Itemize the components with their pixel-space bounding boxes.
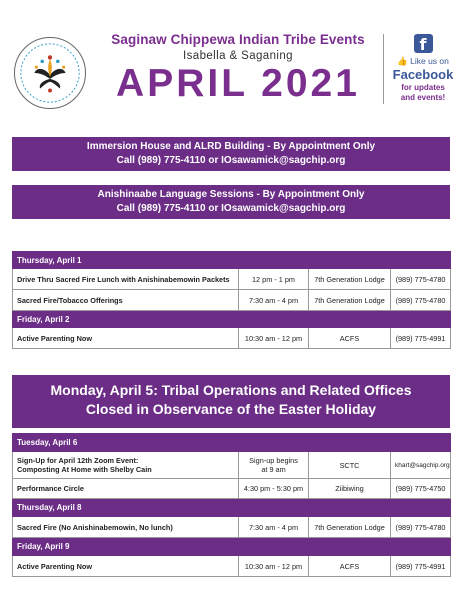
day-header: Tuesday, April 6 <box>13 434 451 452</box>
title-block <box>96 32 380 105</box>
table-row: Active Parenting Now 10:30 am - 12 pm ACFS (989) 775-4991 <box>13 328 451 349</box>
facebook-icon: f <box>414 34 433 53</box>
facebook-like-text: 👍 Like us on <box>397 56 449 66</box>
page-subtitle: Isabella & Saganing <box>183 50 293 62</box>
table-row: Active Parenting Now 10:30 am - 12 pm ACFS (989) 775-4991 <box>13 556 451 577</box>
page-header <box>0 0 463 125</box>
facebook-promo[interactable] <box>388 34 458 103</box>
table-row: Sign-Up for April 12th Zoom Event: Composting At Home with Shelby Cain Sign-up begins at 9 am SCTC khart@sagchip.org <box>13 452 451 479</box>
immersion-house-banner: Immersion House and ALRD Building - By Appointment Only Call (989) 775-4110 or IOsawamick@sagchip.org <box>12 137 450 171</box>
tribe-logo <box>14 37 86 109</box>
header-divider <box>383 34 384 104</box>
day-header: Friday, April 2 <box>13 311 451 328</box>
table-row: Sacred Fire (No Anishinabemowin, No lunch) 7:30 am - 4 pm 7th Generation Lodge (989) 775-4780 <box>13 517 451 538</box>
table-row: Sacred Fire/Tobacco Offerings 7:30 am - 4 pm 7th Generation Lodge (989) 775-4780 <box>13 290 451 311</box>
easter-closure-banner: Monday, April 5: Tribal Operations and Related Offices Closed in Observance of the Easter Holiday <box>12 375 450 428</box>
table-row: Drive Thru Sacred Fire Lunch with Anishinabemowin Packets 12 pm - 1 pm 7th Generation Lodge (989) 775-4780 <box>13 269 451 290</box>
facebook-note: for updates and events! <box>400 83 446 102</box>
day-header: Friday, April 9 <box>13 538 451 556</box>
month-heading: APRIL 2021 <box>116 62 360 105</box>
floral-emblem-icon <box>15 38 85 108</box>
facebook-name: Facebook <box>392 67 454 82</box>
day-header: Thursday, April 1 <box>13 252 451 269</box>
events-table-week-1 <box>12 251 451 349</box>
language-sessions-banner: Anishinaabe Language Sessions - By Appointment Only Call (989) 775-4110 or IOsawamick@sagchip.org <box>12 185 450 219</box>
page-title: Saginaw Chippewa Indian Tribe Events <box>111 32 365 47</box>
thumbs-up-icon: 👍 <box>397 56 408 66</box>
table-row: Performance Circle 4:30 pm - 5:30 pm Ziibiwing (989) 775-4750 <box>13 479 451 499</box>
events-table-week-2 <box>12 433 451 577</box>
day-header: Thursday, April 8 <box>13 499 451 517</box>
